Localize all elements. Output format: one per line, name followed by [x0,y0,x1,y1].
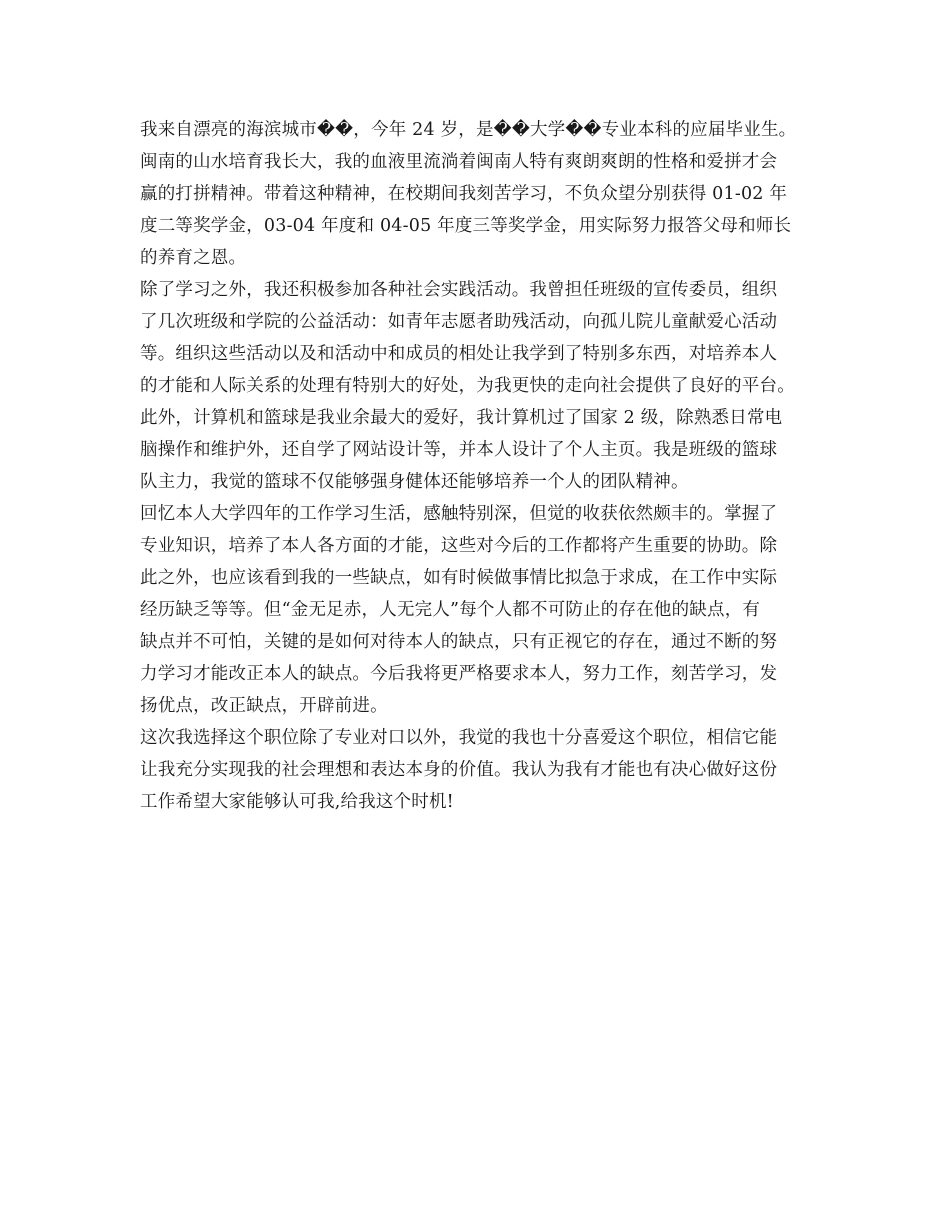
paragraph-conclusion [140,722,840,818]
text-line: 此之外，也应该看到我的一些缺点，如有时候做事情比拟急于求成，在工作中实际 [140,568,778,588]
text-line: 此外，计算机和篮球是我业余最大的爱好，我计算机过了国家 2 级，除熟悉日常电 [140,408,783,428]
text-line: 这次我选择这个职位除了专业对口以外，我觉的我也十分喜爱这个职位，相信它能 [140,728,778,748]
document-body [140,114,840,818]
paragraph-intro [140,114,840,274]
paragraph-reflection [140,498,840,722]
text-line: 回忆本人大学四年的工作学习生活，感触特别深，但觉的收获依然颇丰的。掌握了 [140,504,778,524]
text-line: 专业知识，培养了本人各方面的才能，这些对今后的工作都将产生重要的协助。除 [140,536,778,556]
text-line: 了几次班级和学院的公益活动：如青年志愿者助残活动，向孤儿院儿童献爱心活动 [140,312,778,332]
text-line: 的养育之恩。 [140,248,247,268]
text-line: 让我充分实现我的社会理想和表达本身的价值。我认为我有才能也有决心做好这份 [140,760,778,780]
text-line: 闽南的山水培育我长大，我的血液里流淌着闽南人特有爽朗爽朗的性格和爱拼才会 [140,152,778,172]
text-line: 力学习才能改正本人的缺点。今后我将更严格要求本人，努力工作，刻苦学习，发 [140,664,778,684]
text-line: 度二等奖学金，03-04 年度和 04-05 年度三等奖学金，用实际努力报答父母和师长 [140,216,792,236]
paragraph-activities [140,274,840,498]
text-line: 脑操作和维护外，还自学了网站设计等，并本人设计了个人主页。我是班级的篮球 [140,440,778,460]
text-line: 赢的打拼精神。带着这种精神，在校期间我刻苦学习，不负众望分别获得 01-02 年 [140,184,788,204]
text-line: 缺点并不可怕，关键的是如何对待本人的缺点，只有正视它的存在，通过不断的努 [140,632,778,652]
text-line: 经历缺乏等等。但“金无足赤，人无完人”每个人都不可防止的存在他的缺点，有 [140,600,761,620]
text-line: 除了学习之外，我还积极参加各种社会实践活动。我曾担任班级的宣传委员，组织 [140,280,778,300]
text-line: 工作希望大家能够认可我,给我这个时机! [140,792,454,812]
text-line: 我来自漂亮的海滨城市��，今年 24 岁，是��大学��专业本科的应届毕业生。 [140,120,797,140]
text-line: 的才能和人际关系的处理有特别大的好处，为我更快的走向社会提供了良好的平台。 [140,376,795,396]
text-line: 扬优点，改正缺点，开辟前进。 [140,696,388,716]
text-line: 队主力，我觉的篮球不仅能够强身健体还能够培养一个人的团队精神。 [140,472,689,492]
text-line: 等。组织这些活动以及和活动中和成员的相处让我学到了特别多东西，对培养本人 [140,344,778,364]
